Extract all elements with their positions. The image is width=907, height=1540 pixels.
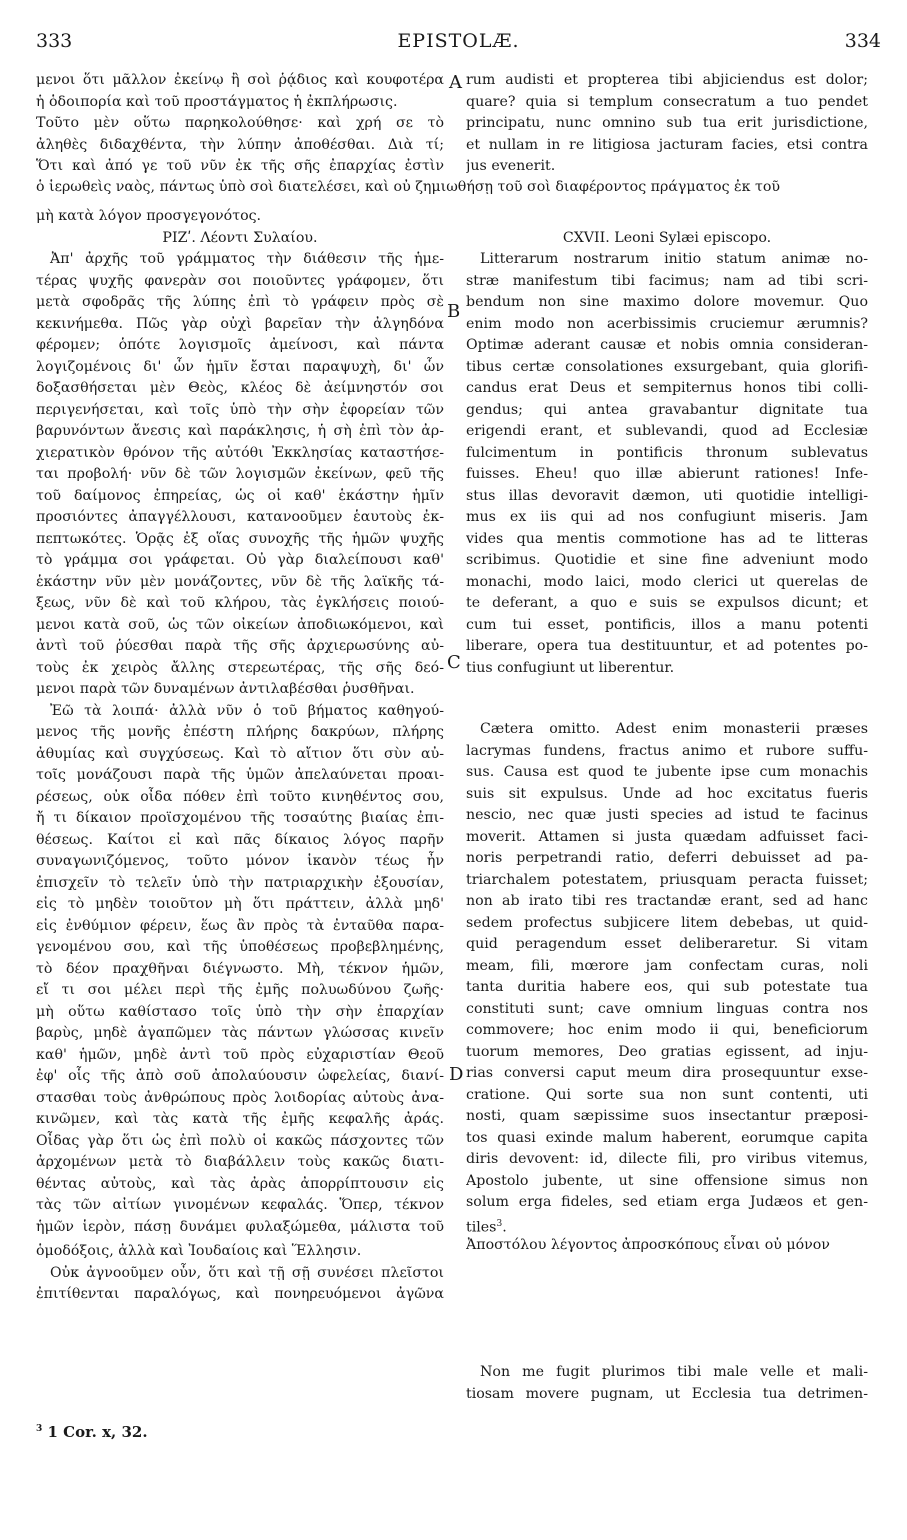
greek-line: ξεως, νῦν δὲ καὶ τοῦ κλήρου, τὰς ἐγκλήσεις ποιού- — [36, 595, 444, 611]
latin-line: triarchalem potestatem, priusquam peracta fuisset; — [466, 871, 868, 888]
latin-line: tiosam movere pugnam, ut Ecclesia tua detrimen- — [466, 1385, 868, 1402]
latin-line: non ab irato tibi res tractandæ erant, sed ad hanc — [466, 893, 868, 909]
latin-line: rias conversi caput meum dira prosequuntur exse- — [466, 1065, 868, 1081]
greek-line: ἀρχομένων μετὰ τὸ διαβάλλειν τοὺς κακῶς διατι- — [36, 1154, 444, 1170]
latin-line: candus erat Deus et sempiternus honos tibi colli- — [466, 380, 868, 396]
greek-line: μενοι κατὰ σοῦ, ὡς τῶν οἰκείων ἀποδιωκόμενοι, καὶ — [36, 616, 444, 633]
greek-line: τὸ γράμμα σοι γράφεται. Οὐ γὰρ διαλείπουσι καθ' — [36, 552, 444, 568]
latin-line: suis sit expulsus. Unde ad hoc excitatus fueris — [466, 785, 868, 802]
footnote-number: 3 — [36, 1424, 43, 1434]
latin-column-lower — [466, 719, 868, 1257]
latin-line: noris perpetrandi ratio, deferri debuisset ad pa- — [466, 850, 868, 866]
latin-line: cratione. Qui sorte sua non sunt contenti, uti — [466, 1086, 868, 1103]
latin-line: quid peragendum esset deliberaretur. Si vitam — [466, 936, 868, 952]
latin-line-text: tiles — [466, 1219, 497, 1235]
greek-line: βαρυνόντων ἄνεσις καὶ παράκλησις, ἡ σὴ ἐπὶ τὸν ἀρ- — [36, 423, 444, 439]
greek-line: εἰς τὸ μηδὲν τοιοῦτον μὴ ὅτι πράττειν, ἀλλὰ μηδ' — [36, 896, 444, 912]
latin-line: nosti, quam sæpissime suos insectantur præposi- — [466, 1108, 868, 1124]
latin-line: tanta duritia habere eos, qui sub potestate tua — [466, 979, 868, 995]
greek-line: ἤ τι δίκαιον προϊσχομένου τῆς τοσαύτης βιαίας ἐπι- — [36, 810, 444, 826]
latin-line: scribimus. Quotidie et sine fine adveniunt modo — [466, 552, 868, 568]
greek-quote-line: Ἀποστόλου λέγοντος ἀπροσκόπους εἶναι οὐ μόνον — [466, 1237, 830, 1253]
latin-line: stus illas devoravit dæmon, uti quotidie intelligi- — [466, 487, 868, 504]
margin-letter-c: C — [447, 652, 461, 673]
greek-line: εἰς ἐνθύμιον φέρειν, ἕως ἂν πρὸς τὰ ἐνταῦθα παρα- — [36, 917, 444, 934]
latin-line: commovere; hoc enim modo ii qui, beneficiorum — [466, 1022, 868, 1038]
latin-line: Optimæ aderant causæ et nobis omnia consideran- — [466, 337, 868, 353]
greek-line: ἑκάστην νῦν μὲν μονάζοντες, νῦν δὲ τῆς λαϊκῆς τά- — [36, 573, 444, 590]
latin-line: vides qua mentis commotione has ad te litteras — [466, 530, 868, 547]
greek-line: Οἶδας γὰρ ὅτι ὡς ἐπὶ πολὺ οἱ κακῶς πάσχοντες τῶν — [36, 1132, 444, 1149]
greek-line: τὸ δέον πραχθῆναι διέγνωστο. Μὴ, τέκνον ἡμῶν, — [36, 960, 444, 977]
latin-line: gendus; qui antea gravabantur dignitate tua — [466, 401, 868, 418]
greek-line: λογιζομένοις δι' ὧν ἡμῖν ἔσται παραψυχὴ, δι' ὧν — [36, 358, 444, 375]
latin-line: meam, fili, mœrore jam confectam curas, noli — [466, 957, 868, 974]
greek-line: τὰς τῶν αἰτίων γινομένων κεφαλάς. Ὅπερ, τέκνον — [36, 1197, 444, 1213]
latin-line: te deferant, a quo e suis se expulsos dicunt; et — [466, 595, 868, 611]
greek-letter-heading: ΡΙΖʹ. Λέοντι Συλαίου. — [162, 229, 318, 246]
greek-line: προσιόντες ἀπαγγέλλουσι, κατανοοῦμεν ἑαυτοὺς ἐκ- — [36, 509, 444, 525]
latin-line: fuisses. Eheu! quo illæ abierunt rationes! Infe- — [466, 466, 868, 482]
greek-line: ἡ ὁδοιπορία καὶ τοῦ προστάγματος ἡ ἐκπλήρωσις. — [36, 93, 398, 110]
latin-line: nescio, nec quæ justi species ad istud te facinus — [466, 807, 868, 823]
latin-line: Litterarum nostrarum initio statum animæ no- — [480, 251, 868, 267]
latin-line: solum erga fideles, sed etiam erga Judæos et gen- — [466, 1194, 868, 1210]
greek-line: Τοῦτο μὲν οὕτω παρηκολούθησε· καὶ χρή σε τὸ — [36, 115, 444, 131]
latin-line: rum audisti et propterea tibi abjiciendus est dolor; — [466, 72, 868, 88]
greek-column-bottom — [36, 1241, 444, 1306]
greek-line: πεπτωκότες. Ὁρᾷς ἐξ οἵας συνοχῆς τῆς ἡμῶν ψυχῆς — [36, 530, 444, 547]
greek-line: μενοι παρὰ τῶν δυναμένων ἀντιλαβέσθαι ῥυσθῆναι. — [36, 681, 415, 697]
latin-line: Non me fugit plurimos tibi male velle et mali- — [480, 1364, 868, 1380]
greek-line: ἡμῶν ἱερὸν, πάσῃ δυνάμει φυλαξώμεθα, μάλιστα τοῦ — [36, 1218, 444, 1235]
latin-line: stræ manifestum tibi facimus; nam ad tibi scri- — [466, 272, 868, 289]
greek-line: στασθαι τοὺς ἀνθρώπους πρὸς λοιδορίας αὐτοὺς ἀνα- — [36, 1089, 444, 1106]
greek-line: Ἐῶ τὰ λοιπά· ἀλλὰ νῦν ὁ τοῦ βήματος καθηγού- — [50, 702, 444, 719]
latin-column-top — [466, 70, 868, 178]
greek-line: βαρὺς, μηδὲ ἀγαπῶμεν τὰς πάντων γλώσσας κινεῖν — [36, 1025, 444, 1041]
latin-line: tius confugiunt ut liberentur. — [466, 659, 675, 676]
greek-line: τοὺς ἐκ χειρὸς ἄλλης στερεωτέρας, τῆς σῆς δεό- — [36, 659, 444, 676]
greek-line: τέρας ψυχῆς φανερὰν σοι ποιοῦντες γράφομεν, ὅτι — [36, 272, 444, 289]
margin-letter-a: A — [449, 72, 462, 93]
greek-column-top — [36, 70, 444, 178]
greek-line: χιερατικὸν θρόνον τῆς αὐτόθι Ἐκκλησίας καταστήσε- — [36, 444, 444, 461]
latin-letter-heading: CXVII. Leoni Sylæi episcopo. — [562, 229, 772, 246]
page-number-right: 334 — [844, 30, 881, 52]
greek-line: γενομένου σου, καὶ τῆς ὑποθέσεως προβεβλημένης, — [36, 939, 444, 955]
greek-line: κινῶμεν, καὶ τὰς κατὰ τῆς ἐμῆς κεφαλῆς ἀράς. — [36, 1111, 444, 1127]
greek-line: Ὅτι καὶ ἀπό γε τοῦ νῦν ἐκ τῆς σῆς ἐπαρχίας ἐστὶν — [36, 158, 444, 174]
greek-line: ὁμοδόξοις, ἀλλὰ καὶ Ἰουδαίοις καὶ Ἕλλησιν. — [36, 1243, 362, 1259]
latin-line: tos quasi exinde malum haberent, eorumque capita — [466, 1129, 868, 1146]
greek-line: περιγενήσεται, καὶ τοῖς ὑπὸ τὴν σὴν ἐφορείαν τῶν — [36, 401, 444, 418]
greek-line: ἀντὶ τοῦ ῥύεσθαι παρὰ τῆς σῆς ἀρχιερωσύνης αὐ- — [36, 638, 444, 654]
greek-line: κεκινήμεθα. Πῶς γὰρ οὐχὶ βαρεῖαν τὴν ἀλγηδόνα — [36, 315, 444, 332]
latin-line: principatu, nunc omnino sub tua erit jurisdictione, — [466, 115, 868, 131]
latin-line: jus evenerit. — [466, 158, 556, 174]
greek-line: μετὰ σφοδρᾶς τῆς λύπης ἐπὶ τὸ γράφειν πρὸς σὲ — [36, 294, 444, 310]
greek-line: ἐπιτίθενται παραλόγως, καὶ πονηρευόμενοι ἀγῶνα — [36, 1286, 444, 1302]
latin-line: sus. Causa est quod te jubente ipse cum monachis — [466, 764, 868, 780]
greek-line: ἐφ' οἷς τῆς ἀπὸ σοῦ ἀπολαύουσιν ὠφελείας, διανί- — [36, 1068, 444, 1084]
greek-line: θέντας αὐτοὺς, καὶ τὰς ἀρὰς ἀπορρίπτουσιν εἰς — [36, 1175, 444, 1192]
footnote-ref: 3 — [496, 1218, 503, 1229]
latin-line: sedem profectus subjicere litem debebas, ut quid- — [466, 914, 868, 931]
greek-line: εἴ τι σοι μέλει περὶ τῆς ἐμῆς πολυωδύνου ζωῆς· — [36, 982, 444, 998]
greek-line: ται προβολή· νῦν δὲ τῶν λογισμῶν ἐκείνων, φεῦ τῆς — [36, 466, 444, 482]
greek-line: μενοι ὅτι μᾶλλον ἐκείνῳ ἢ σοὶ ῥᾴδιος καὶ κουφοτέρα — [36, 72, 444, 88]
latin-column-main — [466, 206, 868, 679]
greek-line: Ἀπ' ἀρχῆς τοῦ γράμματος τὴν διάθεσιν τῆς ἡμε- — [50, 251, 444, 267]
greek-line: φέρομεν; ὁπότε λογισμοῖς ἀμείνοσι, καὶ πάντα — [36, 337, 444, 353]
latin-line: tuorum memores, Deo gratias egissent, ad inju- — [466, 1043, 868, 1060]
greek-line: ρέσεως, οὐκ οἶδα πόθεν ἐπὶ τοῦτο κινηθέντος σου, — [36, 788, 444, 805]
greek-column-main — [36, 206, 444, 1238]
greek-line: ἐπισχεῖν τὸ τελεῖν ὑπὸ τὴν πατριαρχικὴν ἐξουσίαν, — [36, 874, 444, 891]
greek-line: μὴ κατὰ λόγον προσγεγονότος. — [36, 208, 262, 224]
latin-line: erigendi erant, et sublevandi, quod ad Ecclesiæ — [466, 423, 868, 439]
greek-line: τοῖς μονάζουσι παρὰ τῆς ὑμῶν ἀπελαύνεται προαι- — [36, 767, 444, 783]
latin-line: monachi, modo laici, modo clerici ut querelas de — [466, 573, 868, 590]
greek-line: συναγωνιζόμενος, τοῦτο μόνον ἱκανὸν τέως ἦν — [36, 853, 444, 869]
margin-letter-b: B — [447, 301, 461, 322]
latin-line: quare? quia si templum consecratum a tuo pendet — [466, 93, 868, 110]
latin-line: et nullam in re litigiosa jacturam facies, etsi contra — [466, 136, 868, 153]
margin-letter-d: D — [449, 1064, 464, 1085]
footnote-text: 1 Cor. x, 32. — [47, 1423, 148, 1441]
latin-line: tiles$^3$. — [466, 1218, 507, 1235]
latin-line: cum tui esset, pontificis, illos a manu potenti — [466, 616, 868, 633]
latin-line: constituti sunt; cave omnium linguas contra nos — [466, 1000, 868, 1017]
latin-line: liberare, opera tua destituuntur, et ad potentes po- — [466, 638, 868, 654]
greek-line: ἀθυμίας καὶ συγχύσεως. Καὶ τὸ αἴτιον ὅτι σὺν αὐ- — [36, 745, 444, 762]
greek-line: τοῦ δαίμονος ἐπηρείας, ὡς οἱ καθ' ἑκάστην ἡμῖν — [36, 487, 444, 504]
greek-line: ἀληθὲς διδαχθέντα, τὴν λύπην ἀποθέσθαι. Διὰ τί; — [36, 136, 444, 153]
latin-column-bottom — [466, 1362, 868, 1405]
latin-line: Cætera omitto. Adest enim monasterii præses — [480, 721, 868, 737]
greek-line: μενος τῆς μονῆς ἐπέστη πλήρης δακρύων, πλήρης — [36, 724, 444, 740]
greek-line: μὴ οὕτω καθίστασο τοῖς ὑπὸ τὴν σὴν ἐπαρχίαν — [36, 1003, 444, 1020]
page-number-left: 333 — [36, 30, 73, 52]
footnote — [36, 1423, 148, 1441]
latin-line: tibus certæ consolationes exsurgebant, quia glorifi- — [466, 358, 868, 375]
latin-line: enim modo non acerbissimis cruciemur ærumnis? — [466, 315, 868, 332]
greek-line: καθ' ἡμῶν, μηδὲ ἀντὶ τοῦ πρὸς εὐχαριστίαν Θεοῦ — [36, 1046, 444, 1063]
greek-line: θέσεως. Καίτοι εἰ καὶ πᾶς δίκαιος λόγος παρῆν — [36, 831, 444, 848]
latin-line: fulcimentum in pontificis thronum sublevatus — [466, 444, 868, 461]
latin-line: lacrymas fundens, fractus animo et rubore suffu- — [466, 742, 868, 759]
page-header — [36, 30, 881, 60]
greek-line: Οὐκ ἀγνοοῦμεν οὖν, ὅτι καὶ τῇ σῇ συνέσει πλεῖστοι — [50, 1264, 444, 1281]
latin-spacer — [466, 206, 868, 228]
running-title: EPISTOLÆ. — [397, 30, 520, 52]
latin-line: diris devovent: id, dilecte fili, pro viribus vitemus, — [466, 1151, 868, 1167]
latin-line: moverit. Attamen si justa quædam adfuisset faci- — [466, 828, 868, 845]
latin-line: mus ex iis qui ad nos confugiunt miseris. Jam — [466, 509, 868, 525]
latin-line: bendum non sine maximo dolore movemur. Quo — [466, 294, 868, 310]
latin-line: Apostolo jubente, ut sine offensione simus non — [466, 1172, 868, 1189]
full-width-line: ὁ ἱερωθεὶς ναὸς, πάντως ὑπὸ σοὶ διατελέσει, καὶ οὐ ζημιωθήσῃ τοῦ σοὶ διαφέροντος πράγματος ἐκ τοῦ — [36, 179, 781, 195]
greek-line: δοξασθήσεται μὲν Θεὸς, κλέος δὲ ἀείμνηστόν σοι — [36, 380, 444, 396]
